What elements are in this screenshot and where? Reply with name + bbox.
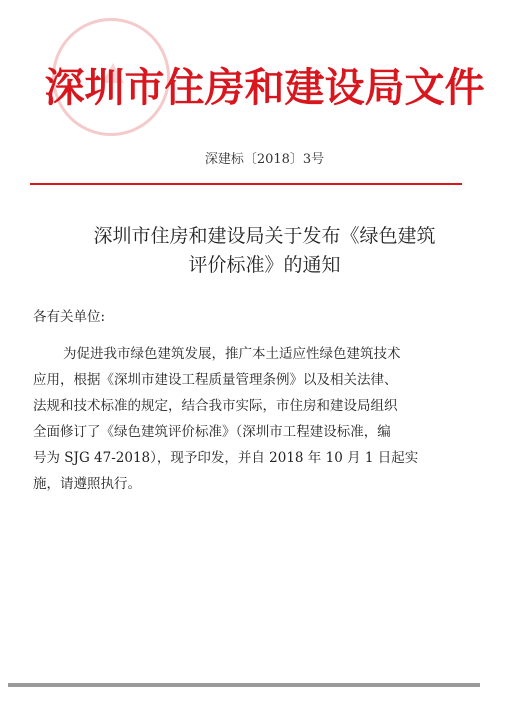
body-line: 应用，根据《深圳市建设工程质量管理条例》以及相关法律、 <box>33 372 398 388</box>
document-number: 深建标〔2018〕3号 <box>204 152 325 167</box>
body-line: 法规和技术标准的规定，结合我市实际，市住房和建设局组织 <box>33 398 398 414</box>
notice-title-line: 评价标准》的通知 <box>188 254 341 276</box>
body-line: 施，请遵照执行。 <box>33 476 141 492</box>
body-line: 号为 SJG 47-2018），现予印发，并自 2018 年 10 月 1 日起实 <box>33 450 419 466</box>
page-bottom-edge <box>8 683 480 687</box>
header-divider <box>30 183 462 185</box>
document-header-title: 深圳市住房和建设局文件 <box>44 64 485 111</box>
salutation: 各有关单位: <box>33 309 106 325</box>
notice-body <box>33 341 465 497</box>
notice-title-line: 深圳市住房和建设局关于发布《绿色建筑 <box>93 225 436 247</box>
notice-title <box>30 222 499 280</box>
body-line: 为促进我市绿色建筑发展，推广本土适应性绿色建筑技术 <box>63 346 401 362</box>
body-line: 全面修订了《绿色建筑评价标准》（深圳市工程建设标准，编 <box>33 424 391 440</box>
